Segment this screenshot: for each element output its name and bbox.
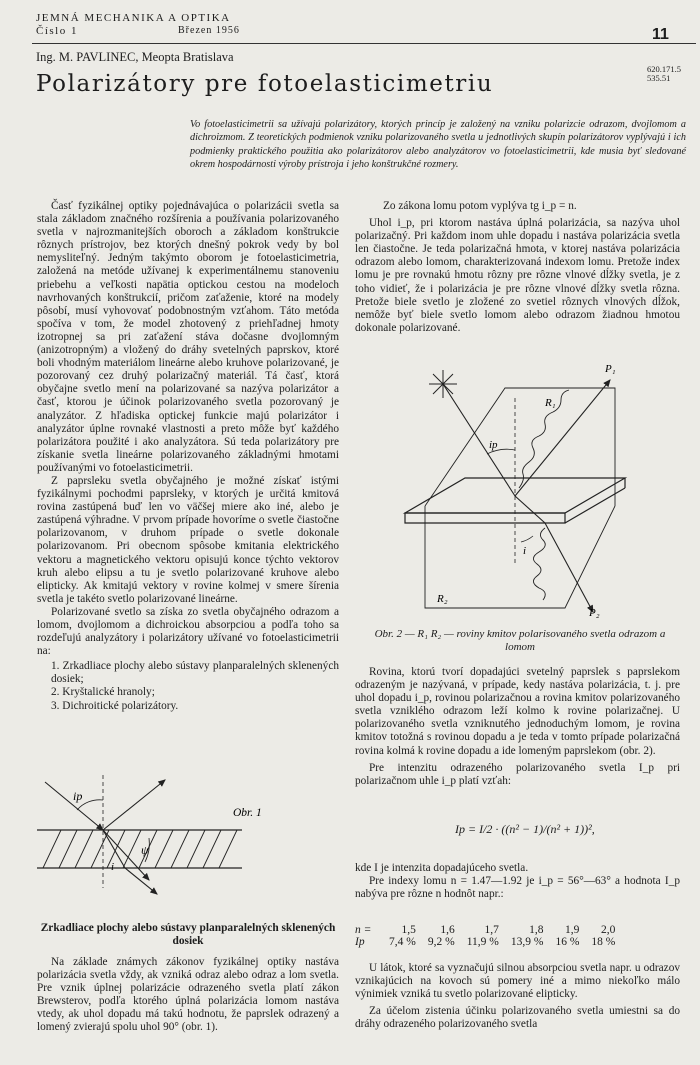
- figure-2-caption: Obr. 2 — R₁ R₂ — roviny kmitov polarisovaného svetla odrazom a lomom: [374, 628, 666, 653]
- fig2-r2-label: R₂: [437, 593, 448, 605]
- column-right: [355, 200, 680, 335]
- index-intensity-table: [355, 924, 621, 948]
- udc-code: 620.171.5: [647, 64, 681, 74]
- issue-number: Číslo 1: [36, 25, 78, 37]
- fig1-ip-label: ip: [73, 789, 83, 803]
- udc-codes: [647, 65, 681, 83]
- table-cell: 13,9 %: [510, 936, 544, 948]
- list-item: 1. Zrkadliace plochy alebo sústavy planparalelných sklenených dosiek;: [51, 660, 339, 686]
- formula-text: Ip = I/2 · ((n² − 1)/(n² + 1))²,: [455, 822, 595, 836]
- column-left: [37, 200, 339, 713]
- paragraph: Zo zákona lomu potom vyplýva tg i_p = n.: [383, 200, 577, 212]
- figure-1-diagram: [37, 770, 337, 910]
- section-left-lower: [37, 922, 339, 1035]
- journal-name: JEMNÁ MECHANIKA A OPTIKA: [36, 12, 231, 24]
- table-cell: 9,2 %: [427, 936, 455, 948]
- section-subtitle: Zrkadliace plochy alebo sústavy planparalelných sklenených dosiek: [40, 922, 336, 947]
- column-right-lower: [355, 666, 680, 788]
- table-cell: n =: [355, 924, 372, 936]
- table-cell: 2,0: [601, 924, 616, 936]
- paragraph: Časť fyzikálnej optiky pojednávajúca o polarizácii svetla sa stala základom značného rozšírenia a používania polarizovaného svetla v najrozmanitejších oboroch a základom konštrukcie rôznych prístrojov, bez ktorých dnešný pokrok vedy by bol nemysliteľný. Jedným takýmto oborom je fotoelasticimetria, založená na metóde užívanej k experimentálnemu stanoveniu priebehu a veľkosti napätia optickou cestou na modeloch navrhovaných konštrukcií, pričom zaťaženie, ktoré na modely pôsobí, musí vyhovovať podobnostným vzťahom. Táto metóda spočíva v tom, že model zhotovený z priehľadnej hmoty izotropnej sa pri zaťažení stáva dočasne dvojlomným (anizotropným) a vložený do dráhy svetelných paprskov, ktoré boli vhodným materiálom lineárne alebo kruhove polarizované, je pozorovaný cez druhý polarizačný materiál. Tá časť, ktorá obyčajne svetlo mení na polarizované sa nazýva polarizátor a časť, ktorou je účinok polarizovaného svetla pozorovaný je analyzátor. Z hľadiska optickej funkcie majú polarizátor i analyzátor úplne rovnaké vlastnosti a preto môže byť každého polarizátora použité i ako analyzátora. Sú teda polarizátory pre získanie svetla lineárne polarizovaného základnými hmotami používanými vo fotoelasticimetrii.: [37, 200, 339, 474]
- udc-code: 535.51: [647, 73, 671, 83]
- column-right-end: [355, 962, 680, 1031]
- table-cell: 1,5: [401, 924, 416, 936]
- intensity-formula: [455, 822, 595, 837]
- issue-date: Březen 1956: [178, 25, 240, 36]
- fig1-caption: Obr. 1: [233, 807, 262, 819]
- table-cell: 18 %: [591, 936, 616, 948]
- fig2-p2-label: P₂: [589, 607, 600, 619]
- table-cell: 1,6: [440, 924, 455, 936]
- abstract: Vo fotoelasticimetrii sa užívajú polarizátory, ktorých princíp je založený na vzniku polarizcie odrazom, dvojlomom a dichroizmom. Z teoretických podmienok vzniku polarizovaného svetla u jednotlivých skupín polarizátorov vyplývajú i ich podmienky praktického použitia ako polarizátorov alebo analyzátorov vo fotoelasticimetrii, kde musia byť sledované okrem hospodárnosti výroby prístroja i jeho konštrukčné rozmery.: [190, 119, 686, 170]
- list-item: 3. Dichroitické polarizátory.: [51, 699, 179, 712]
- table-cell: 1,7: [484, 924, 499, 936]
- paragraph: Polarizované svetlo sa získa zo svetla obyčajného odrazom a lomom, dvojlomom a dichroickou absorpciou a podľa toho sa rozdeľujú analyzátory i polarizátory užívané vo fotoelasticimetrii na:: [37, 605, 339, 658]
- paragraph: Z paprsleku svetla obyčajného je možné získať istými fyzikálnymi pochodmi paprsleky, v ktorých je určitá kmitová rovina zastúpená buď len vo väčšej miere ako iné, alebo je zastúpená výhradne. V prvom prípade hovoríme o svetle čiastočne polarizovanom, v druhom prípade o svetle dokonale polarizovanom. Pri obecnom spôsobe kmitania elektrického vektoru a magnetického vektoru opisujú konce týchto vektorov kruh alebo elipsu a tu je svetlo polarizované kruhove alebo elipticky. Ak kmitajú vektory v rovine kolmej v smere šírenia svetla je takéto svetlo polarizované lineárne.: [37, 474, 339, 605]
- paragraph: Uhol i_p, pri ktorom nastáva úplná polarizácia, sa nazýva uhol polarizačný. Pri každom inom uhle dopadu i nastáva polarizácia svetla len čiastočne. Je teda polarizačná hmota, v ktorej nastáva polarizácia odrazom alebo lomom, charakterizovaná indexom lomu. Pretože index lomu je pre rovnakú hmotu rôzny pre rôzne vlnové dĺžky svetla, je z toho vidieť, že i polarizácia je pre rôzne vlnové dĺžky svetla rôzna. Pretože biele svetlo je zložené zo svetiel rôznych vlnových dĺžok, nemôže byť biele svetlo lomom alebo odrazom žiadnou hmotou dokonale polarizované.: [355, 217, 680, 334]
- table-cell: 7,4 %: [389, 936, 416, 948]
- polarizer-list: [37, 660, 339, 712]
- table-cell: Ip: [355, 936, 365, 948]
- article-title: Polarizátory pre fotoelasticimetriu: [36, 71, 494, 97]
- table-cell: 16 %: [555, 936, 580, 948]
- column-right-formula-notes: [355, 862, 680, 901]
- paragraph: Za účelom zistenia účinku polarizovaného svetla umiestni sa do dráhy odrazeného polarizovaného svetla: [355, 1005, 680, 1031]
- page-number: 11: [652, 26, 669, 43]
- table-cell: 1,8: [529, 924, 544, 936]
- paragraph: U látok, ktoré sa vyznačujú silnou absorpciou svetla napr. u odrazov vznikajúcich na kovoch sú pomery iné a mimo niekoľko málo výnimiek vzniká tu svetlo polarizované elipticky.: [355, 962, 680, 1001]
- authors: Ing. M. PAVLINEC, Meopta Bratislava: [36, 50, 234, 64]
- fig2-i-label: i: [523, 545, 527, 557]
- table-row: [355, 924, 621, 936]
- fig2-ip-label: ip: [489, 439, 498, 451]
- paragraph: Rovina, ktorú tvorí dopadajúci svetelný paprslek s paprslekom odrazeným je nazývaná, v prípade, kedy nastáva polarizácia, t. j. pre uhol dopadu i_p, rovinou polarizačnou a rovina kmitov polarizovaného svetla vzniklého odrazom leží kolmo k rovine polarizačnej. U polarizovaného svetla vzniknutého jednoduchým lomom, je rovina kmitov totožná s rovinou dopadu a je teda v tomto prípade polarizačná rovina kolmá k rovine dopadu a ide lomeným paprslekom (obr. 2).: [355, 666, 680, 757]
- table-cell: 1,9: [565, 924, 580, 936]
- paragraph: Pre indexy lomu n = 1.47—1.92 je i_p = 56°—63° a hodnota I_p nabýva pre rôzne n hodnôt napr.:: [355, 875, 680, 901]
- fig2-p1-label: P₁: [605, 363, 616, 375]
- paragraph: kde I je intenzita dopadajúceho svetla.: [355, 862, 529, 874]
- fig2-r1-label: R₁: [545, 397, 556, 409]
- fig1-psi-label: ψ: [141, 843, 149, 857]
- table-cell: 11,9 %: [466, 936, 499, 948]
- fig1-i-label: i: [111, 861, 115, 873]
- table-row: [355, 936, 621, 948]
- figure-2-diagram: [395, 358, 645, 620]
- header-rule: [32, 43, 696, 44]
- list-item: 2. Kryštalické hranoly;: [51, 686, 155, 699]
- paragraph: Pre intenzitu odrazeného polarizovaného svetla I_p pri polarizačnom uhle i_p platí vzťah:: [355, 761, 680, 787]
- paragraph: Na základe známych zákonov fyzikálnej optiky nastáva polarizácia svetla vždy, ak vzniká odraz alebo odraz a lom svetla. Pre vznik úplnej polarizácie odrazeného svetla platí zákon Brewsterov, podľa ktorého úplná polarizácia lomom nastáva vtedy, ak uhol dopadu má takú hodnotu, že paprslek odrazený a lomený zvierajú spolu uhol 90° (obr. 1).: [37, 956, 339, 1034]
